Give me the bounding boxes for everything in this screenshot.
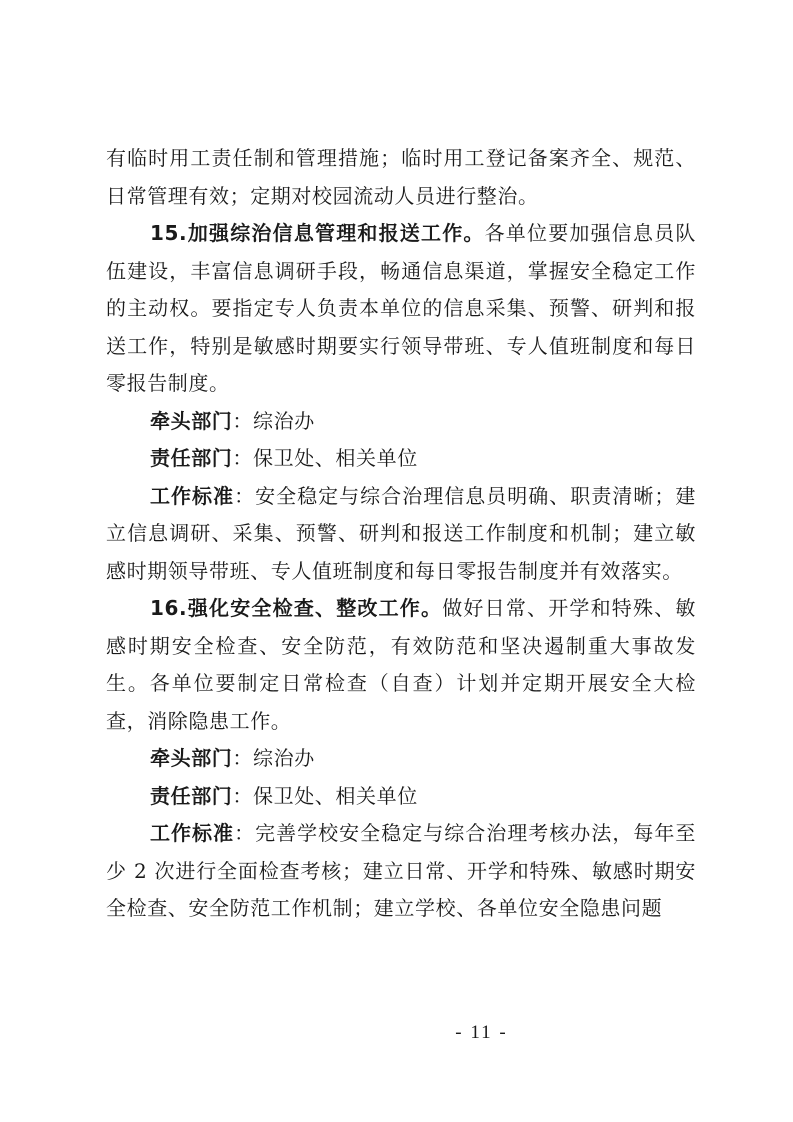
work-standard-15 <box>106 478 696 591</box>
paragraph-text: 有临时用工责任制和管理措施；临时用工登记备案齐全、规范、日常管理有效；定期对校园流动人员进行整治。 <box>106 146 696 208</box>
section-15-text: 各单位要加强信息员队伍建设，丰富信息调研手段，畅通信息渠道，掌握安全稳定工作的主动权。要指定专人负责本单位的信息采集、预警、研判和报送工作，特别是敏感时期要实行领导带班、专人值班制度和每日零报告制度。 <box>106 221 696 395</box>
lead-department-value: ：综治办 <box>232 408 315 433</box>
document-body <box>106 140 696 928</box>
responsible-department-16 <box>106 778 696 816</box>
work-standard-16 <box>106 815 696 928</box>
lead-department-value: ：综治办 <box>232 746 315 770</box>
responsible-department-value: ：保卫处、相关单位 <box>232 446 418 470</box>
work-standard-label: 工作标准 <box>150 483 235 508</box>
section-16-paragraph <box>106 590 696 740</box>
work-standard-label: 工作标准 <box>150 821 235 845</box>
work-standard-value: ：安全稳定与综合治理信息员明确、职责清晰；建立信息调研、采集、预警、研判和报送工作制度和机制；建立敏感时期领导带班、专人值班制度和每日零报告制度并有效落实。 <box>106 483 696 583</box>
responsible-department-label: 责任部门 <box>150 783 233 808</box>
lead-department-label: 牵头部门 <box>150 408 233 433</box>
page-number: - 11 - <box>455 1022 508 1043</box>
responsible-department-15 <box>106 440 696 478</box>
responsible-department-label: 责任部门 <box>150 446 233 470</box>
responsible-department-value: ：保卫处、相关单位 <box>232 783 418 808</box>
work-standard-value: ：完善学校安全稳定与综合治理考核办法，每年至少 2 次进行全面检查考核；建立日常、开学和特殊、敏感时期安全检查、安全防范工作机制；建立学校、各单位安全隐患问题 <box>106 821 696 920</box>
paragraph-continuation <box>106 140 696 215</box>
section-15-heading: 15.加强综治信息管理和报送工作。 <box>150 221 485 245</box>
lead-department-16 <box>106 740 696 778</box>
section-16-text: 做好日常、开学和特殊、敏感时期安全检查、安全防范，有效防范和坚决遏制重大事故发生。各单位要制定日常检查（自查）计划并定期开展安全大检查，消除隐患工作。 <box>106 596 696 733</box>
lead-department-label: 牵头部门 <box>150 746 233 770</box>
section-16-heading: 16.强化安全检查、整改工作。 <box>150 596 443 620</box>
section-15-paragraph <box>106 215 696 403</box>
lead-department-15 <box>106 403 696 441</box>
